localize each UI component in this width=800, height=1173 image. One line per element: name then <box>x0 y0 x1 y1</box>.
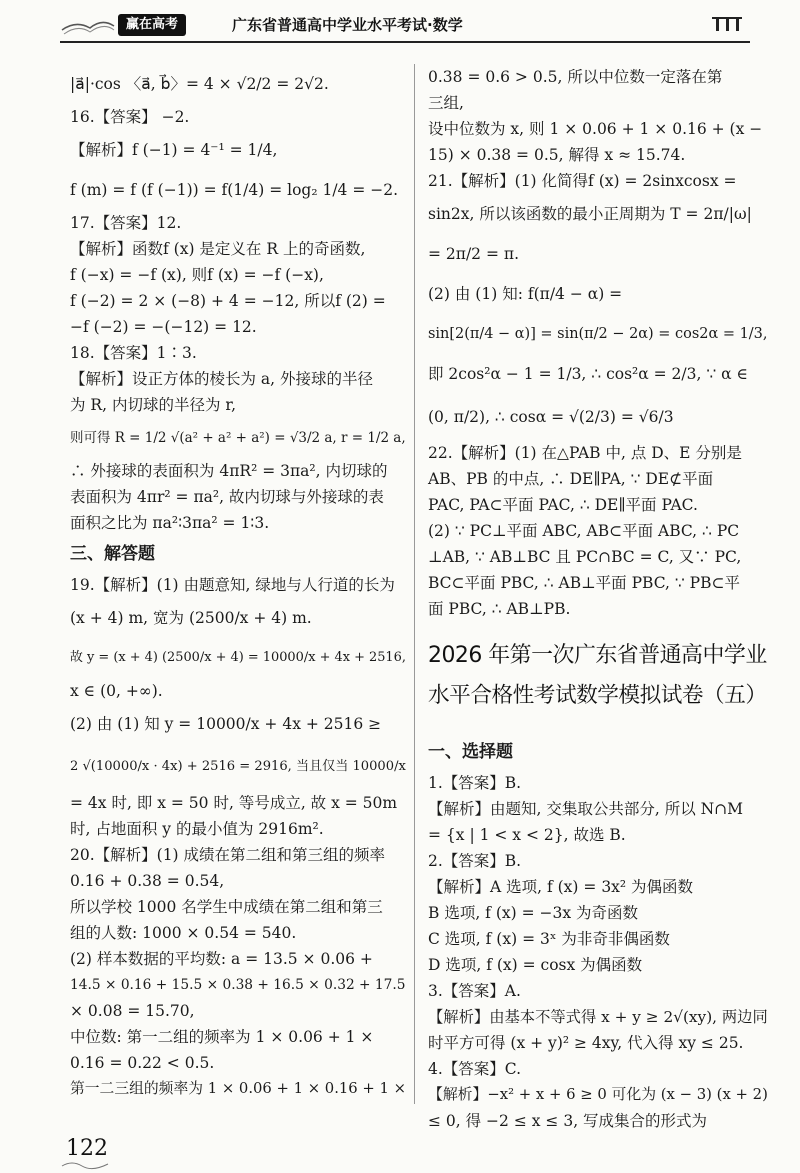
text-line: 2 √(10000/x · 4x) + 2516 = 2916, 当且仅当 10000/x <box>70 759 406 774</box>
text-line: (2) ∵ PC⊥平面 ABC, AB⊂平面 ABC, ∴ PC <box>428 522 740 540</box>
text-line: 组的人数: 1000 × 0.54 = 540. <box>70 924 297 942</box>
text-line: 三、解答题 <box>70 544 155 564</box>
column-divider <box>414 64 415 1104</box>
text-line: −f (−2) = −(−12) = 12. <box>70 318 257 336</box>
text-line: 所以学校 1000 名学生中成绩在第二组和第三 <box>70 898 383 916</box>
text-line: (x + 4) m, 宽为 (2500/x + 4) m. <box>70 609 312 627</box>
text-line: 【解析】由题知, 交集取公共部分, 所以 N∩M <box>428 800 744 818</box>
text-line: 面 PBC, ∴ AB⊥PB. <box>428 600 571 618</box>
book-logo-icon <box>60 10 116 36</box>
text-line: B 选项, f (x) = −3x 为奇函数 <box>428 904 639 922</box>
text-line: 【解析】f (−1) = 4⁻¹ = 1/4, <box>70 141 278 159</box>
page-number: 122 <box>66 1136 108 1161</box>
header-rule <box>60 41 750 43</box>
right-column <box>428 64 768 1134</box>
text-line: 时平方可得 (x + y)² ≥ 4xy, 代入得 xy ≤ 25. <box>428 1034 744 1052</box>
text-line: (2) 样本数据的平均数: a = 13.5 × 0.06 + <box>70 950 373 968</box>
text-line: 【解析】−x² + x + 6 ≥ 0 可化为 (x − 3) (x + 2) <box>428 1086 768 1103</box>
text-line: BC⊂平面 PBC, ∴ AB⊥平面 PBC, ∵ PB⊂平 <box>428 574 740 592</box>
page-header <box>0 0 800 44</box>
header-title: 广东省普通高中学业水平考试·数学 <box>232 16 463 34</box>
text-line: 1.【答案】B. <box>428 774 522 792</box>
header-badge: 赢在高考 <box>118 14 186 36</box>
text-line: 中位数: 第一二组的频率为 1 × 0.06 + 1 × <box>70 1028 374 1046</box>
text-line: |a⃗|·cos 〈a⃗, b⃗〉= 4 × √2/2 = 2√2. <box>70 75 329 93</box>
text-line: 【解析】函数f (x) 是定义在 R 上的奇函数, <box>70 240 366 258</box>
text-line: 为 R, 内切球的半径为 r, <box>70 396 237 414</box>
text-line: 【解析】设正方体的棱长为 a, 外接球的半径 <box>70 370 374 388</box>
text-line: sin2x, 所以该函数的最小正周期为 T = 2π/|ω| <box>428 205 752 223</box>
text-line: 【解析】A 选项, f (x) = 3x² 为偶函数 <box>428 878 694 896</box>
text-line: 即 2cos²α − 1 = 1/3, ∴ cos²α = 2/3, ∵ α ∈ <box>428 365 749 383</box>
text-line: 20.【解析】(1) 成绩在第二组和第三组的频率 <box>70 846 386 864</box>
text-line: 设中位数为 x, 则 1 × 0.06 + 1 × 0.16 + (x − <box>428 120 763 138</box>
text-line: × 0.08 = 15.70, <box>70 1002 195 1020</box>
text-line: = 4x 时, 即 x = 50 时, 等号成立, 故 x = 50m <box>70 794 398 812</box>
text-line: f (−2) = 2 × (−8) + 4 = −12, 所以f (2) = <box>70 292 386 310</box>
text-line: (0, π/2), ∴ cosα = √(2/3) = √6/3 <box>428 408 674 426</box>
section-heading: 一、选择题 <box>428 742 513 762</box>
text-line: 3.【答案】A. <box>428 982 521 1000</box>
text-line: ∴ 外接球的表面积为 4πR² = 3πa², 内切球的 <box>70 462 388 480</box>
text-line: 则可得 R = 1/2 √(a² + a² + a²) = √3/2 a, r = 1/2 a, <box>70 430 406 446</box>
text-line: 第一二三组的频率为 1 × 0.06 + 1 × 0.16 + 1 × <box>70 1080 406 1097</box>
text-line: (2) 由 (1) 知: f(π/4 − α) = <box>428 285 623 303</box>
text-line: 17.【答案】12. <box>70 214 182 232</box>
text-line: C 选项, f (x) = 3ˣ 为非奇非偶函数 <box>428 930 670 948</box>
footer-decoration-icon <box>60 1158 110 1170</box>
text-line: = {x | 1 < x < 2}, 故选 B. <box>428 826 626 844</box>
text-line: 故 y = (x + 4) (2500/x + 4) = 10000/x + 4x + 2516, <box>70 650 406 665</box>
text-line: 16.【答案】 −2. <box>70 108 190 126</box>
text-line: (2) 由 (1) 知 y = 10000/x + 4x + 2516 ≥ <box>70 715 382 733</box>
text-line: f (m) = f (f (−1)) = f(1/4) = log₂ 1/4 = −2. <box>70 181 399 199</box>
text-line: 0.16 = 0.22 < 0.5. <box>70 1054 215 1072</box>
text-line: ≤ 0, 得 −2 ≤ x ≤ 3, 写成集合的形式为 <box>428 1112 708 1130</box>
text-line: = 2π/2 = π. <box>428 245 520 263</box>
text-line: D 选项, f (x) = cosx 为偶函数 <box>428 956 643 974</box>
text-line: 时, 占地面积 y 的最小值为 2916m². <box>70 820 324 838</box>
text-line: ⊥AB, ∵ AB⊥BC 且 PC∩BC = C, 又∵ PC, <box>428 548 742 566</box>
text-line: 22.【解析】(1) 在△PAB 中, 点 D、E 分别是 <box>428 444 742 462</box>
text-line: PAC, PA⊂平面 PAC, ∴ DE∥平面 PAC. <box>428 496 698 514</box>
text-line: sin[2(π/4 − α)] = sin(π/2 − 2α) = cos2α = 1/3, <box>428 326 768 342</box>
text-line: 0.16 + 0.38 = 0.54, <box>70 872 225 890</box>
text-line: 0.38 = 0.6 > 0.5, 所以中位数一定落在第 <box>428 68 723 86</box>
exam-title-line-2: 水平合格性考试数学模拟试卷（五） <box>428 683 767 708</box>
text-line: 面积之比为 πa²∶3πa² = 1∶3. <box>70 514 270 532</box>
text-line: 4.【答案】C. <box>428 1060 522 1078</box>
text-line: 三组, <box>428 94 464 112</box>
text-line: 21.【解析】(1) 化简得f (x) = 2sinxcosx = <box>428 172 737 190</box>
left-column <box>70 64 406 1102</box>
text-line: 15) × 0.38 = 0.5, 解得 x ≈ 15.74. <box>428 146 686 164</box>
text-line: f (−x) = −f (x), 则f (x) = −f (−x), <box>70 266 324 284</box>
text-line: AB、PB 的中点, ∴ DE∥PA, ∵ DE⊄平面 <box>428 470 714 488</box>
text-line: x ∈ (0, +∞). <box>70 682 163 700</box>
text-line: 2.【答案】B. <box>428 852 522 870</box>
text-line: 14.5 × 0.16 + 15.5 × 0.38 + 16.5 × 0.32 + 17.5 <box>70 977 406 993</box>
text-line: 19.【解析】(1) 由题意知, 绿地与人行道的长为 <box>70 576 395 594</box>
text-line: 表面积为 4πr² = πa², 故内切球与外接球的表 <box>70 488 384 506</box>
header-decoration-icon <box>710 15 754 33</box>
text-line: 【解析】由基本不等式得 x + y ≥ 2√(xy), 两边同 <box>428 1008 768 1026</box>
text-line: 18.【答案】1∶3. <box>70 344 197 362</box>
exam-title-line-1: 2026 年第一次广东省普通高中学业 <box>428 643 767 668</box>
